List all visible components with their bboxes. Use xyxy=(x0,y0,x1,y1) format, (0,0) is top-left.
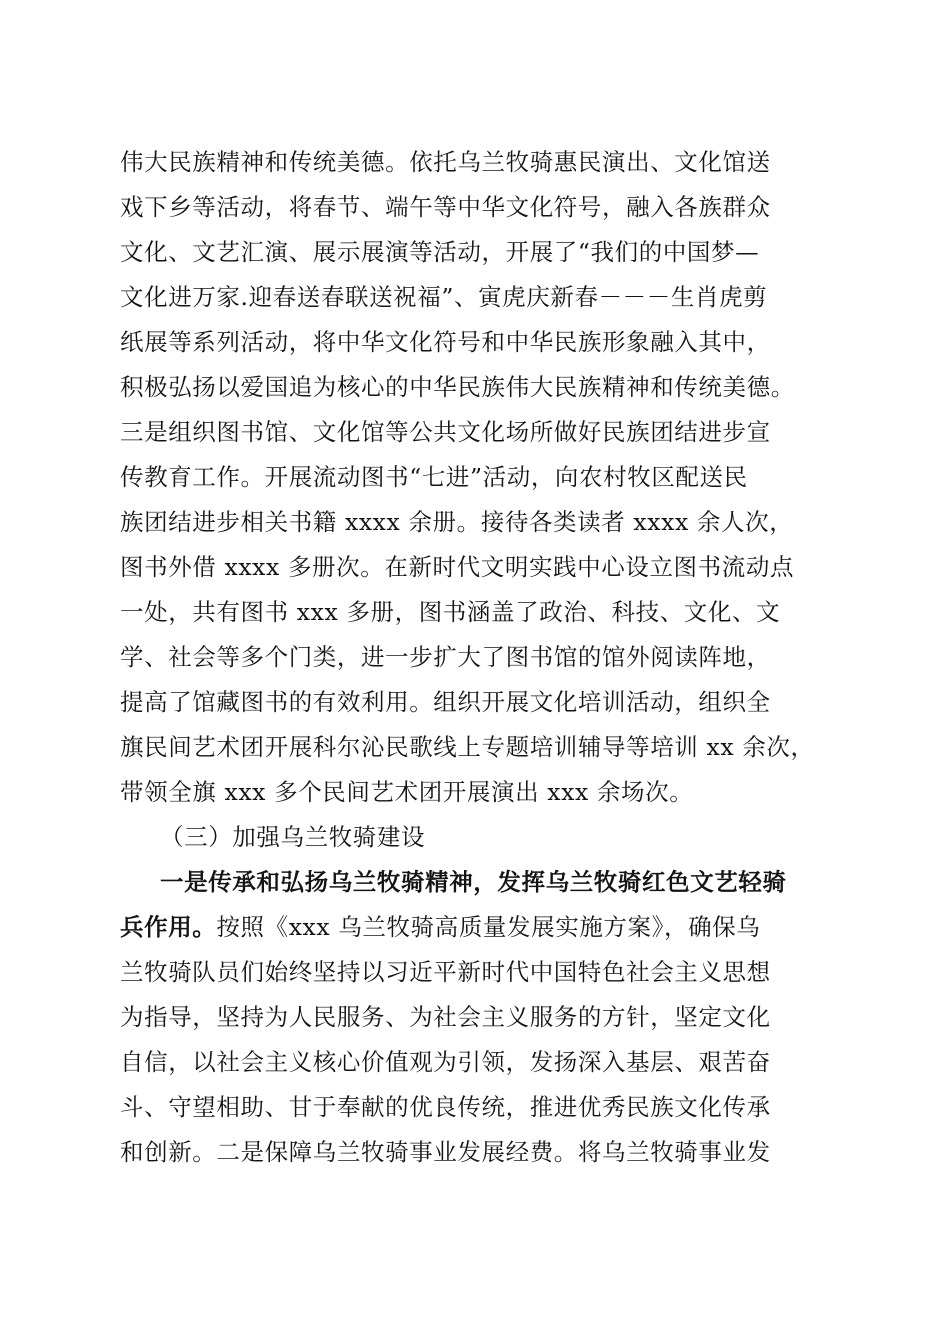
text-phrase: 按照《xxx 乌兰牧骑高质量发展实施方案》，确保乌 xyxy=(216,913,761,941)
body-text-line: 一处，共有图书 xxx 多册，图书涵盖了政治、科技、文化、文 xyxy=(120,598,781,626)
body-text-line: 纸展等系列活动，将中华文化符号和中华民族形象融入其中， xyxy=(120,328,771,356)
body-text-line: 三是组织图书馆、文化馆等公共文化场所做好民族团结进步宣 xyxy=(120,418,771,446)
body-text-line: 传教育工作。开展流动图书“七进”活动，向农村牧区配送民 xyxy=(120,463,748,491)
body-text-line: 伟大民族精神和传统美德。依托乌兰牧骑惠民演出、文化馆送 xyxy=(120,148,771,176)
body-text-line: 图书外借 xxxx 多册次。在新时代文明实践中心设立图书流动点 xyxy=(120,553,795,581)
body-text-line: 旗民间艺术团开展科尔沁民歌线上专题培训辅导等培训 xx 余次， xyxy=(120,733,815,761)
body-text-line: 和创新。二是保障乌兰牧骑事业发展经费。将乌兰牧骑事业发 xyxy=(120,1138,771,1166)
body-text-line: 自信，以社会主义核心价值观为引领，发扬深入基层、艰苦奋 xyxy=(120,1048,771,1076)
body-text-line-bold: 一是传承和弘扬乌兰牧骑精神，发挥乌兰牧骑红色文艺轻骑 xyxy=(160,868,787,896)
body-text-line: 带领全旗 xxx 多个民间艺术团开展演出 xxx 余场次。 xyxy=(120,778,694,806)
body-text-line: 文化、文艺汇演、展示展演等活动，开展了“我们的中国梦— xyxy=(120,238,760,266)
body-text-line xyxy=(120,905,840,949)
body-text-line: 文化进万家.迎春送春联送祝福”、寅虎庆新春－－－生肖虎剪 xyxy=(120,283,768,311)
body-text-line: 兰牧骑队员们始终坚持以习近平新时代中国特色社会主义思想 xyxy=(120,958,771,986)
body-text-line: 为指导，坚持为人民服务、为社会主义服务的方针，坚定文化 xyxy=(120,1003,771,1031)
body-text-line: 学、社会等多个门类，进一步扩大了图书馆的馆外阅读阵地， xyxy=(120,643,771,671)
section-heading: （三）加强乌兰牧骑建设 xyxy=(160,823,426,851)
body-text-line: 斗、守望相助、甘于奉献的优良传统，推进优秀民族文化传承 xyxy=(120,1093,771,1121)
body-text-line: 戏下乡等活动，将春节、端午等中华文化符号，融入各族群众 xyxy=(120,193,771,221)
body-text-line: 积极弘扬以爱国追为核心的中华民族伟大民族精神和传统美德。 xyxy=(120,373,795,401)
body-text-line: 族团结进步相关书籍 xxxx 余册。接待各类读者 xxxx 余人次， xyxy=(120,508,794,536)
bold-phrase: 兵作用。 xyxy=(120,913,217,941)
body-text-line: 提高了馆藏图书的有效利用。组织开展文化培训活动，组织全 xyxy=(120,688,771,716)
